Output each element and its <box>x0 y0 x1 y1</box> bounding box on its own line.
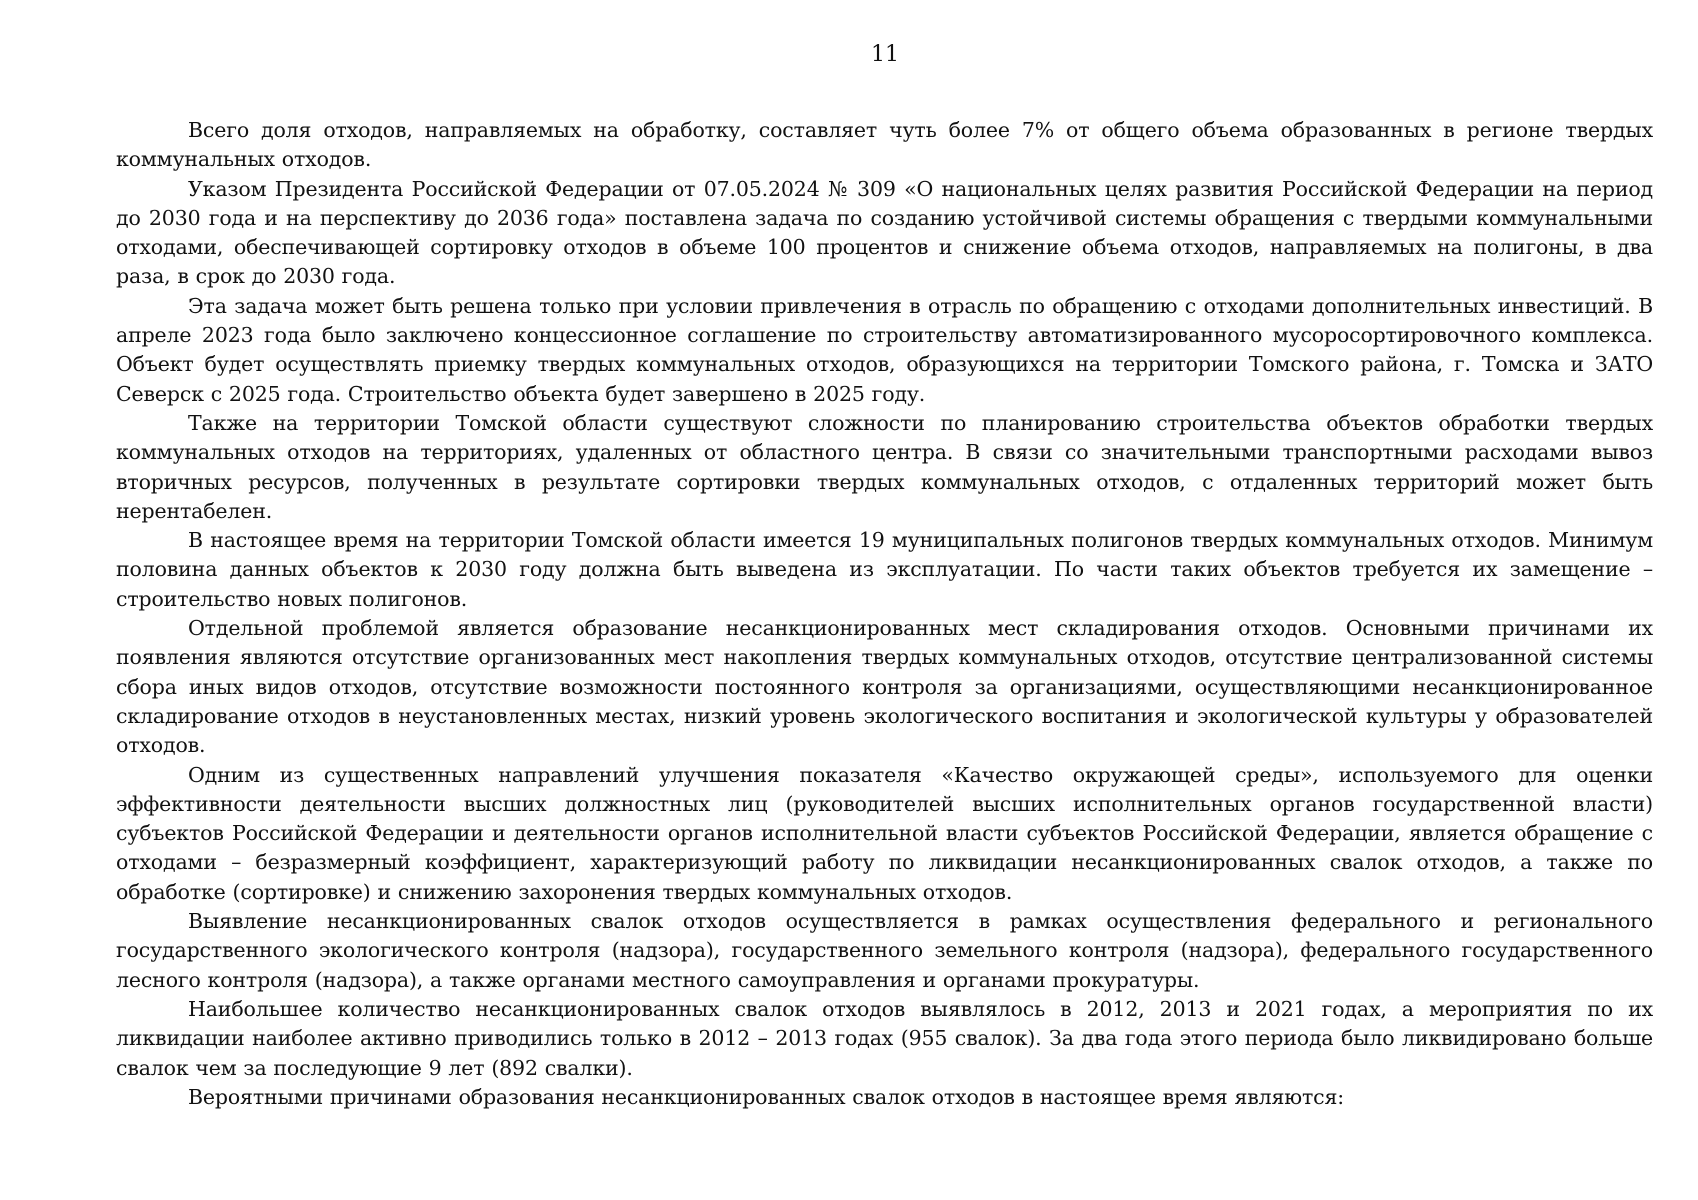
paragraph-remote-territories: Также на территории Томской области существуют сложности по планированию строительства объектов обработки твердых коммунальных отходов на территориях, удаленных от областного центра. В связи со значительными транспортными расходами вывоз вторичных ресурсов, полученных в результате сортировки твердых коммунальных отходов, с отдаленных территорий может быть нерентабелен. <box>116 410 1653 523</box>
document-body <box>116 116 1653 1112</box>
paragraph-waste-processing-share: Всего доля отходов, направляемых на обработку, составляет чуть более 7% от общего объема образованных в регионе твердых коммунальных отходов. <box>116 118 1653 172</box>
paragraph-investment-concession: Эта задача может быть решена только при условии привлечения в отрасль по обращению с отходами дополнительных инвестиций. В апреле 2023 года было заключено концессионное соглашение по строительству автоматизированного мусоросортировочного комплекса. Объект будет осуществлять приемку твердых коммунальных отходов, образующихся на территории Томского района, г. Томска и ЗАТО Северск с 2025 года. Строительство объекта будет завершено в 2025 году. <box>116 293 1653 406</box>
paragraph-municipal-landfills: В настоящее время на территории Томской области имеется 19 муниципальных полигонов твердых коммунальных отходов. Минимум половина данных объектов к 2030 году должна быть выведена из эксплуатации. По части таких объектов требуется их замещение – строительство новых полигонов. <box>116 528 1653 611</box>
paragraph-probable-causes: Вероятными причинами образования несанкционированных свалок отходов в настоящее время являются: <box>188 1084 1345 1109</box>
paragraph-presidential-decree: Указом Президента Российской Федерации от 07.05.2024 № 309 «О национальных целях развития Российской Федерации на период до 2030 года и на перспективу до 2036 года» поставлена задача по созданию устойчивой системы обращения с твердыми коммунальными отходами, обеспечивающей сортировку отходов в объеме 100 процентов и снижение объема отходов, направляемых на полигоны, в два раза, в срок до 2030 года. <box>116 176 1653 289</box>
paragraph-unauthorized-storage: Отдельной проблемой является образование несанкционированных мест складирования отходов. Основными причинами их появления являются отсутствие организованных мест накопления твердых коммунальных отходов, отсутствие централизованной системы сбора иных видов отходов, отсутствие возможности постоянного контроля за организациями, осуществляющими несанкционированное складирование отходов в неустановленных местах, низкий уровень экологического воспитания и экологической культуры у образователей отходов. <box>116 616 1653 758</box>
paragraph-environment-quality-indicator: Одним из существенных направлений улучшения показателя «Качество окружающей среды», используемого для оценки эффективности деятельности высших должностных лиц (руководителей высших исполнительных органов государственной власти) субъектов Российской Федерации и деятельности органов исполнительной власти субъектов Российской Федерации, является обращение с отходами – безразмерный коэффициент, характеризующий работу по ликвидации несанкционированных свалок отходов, а также по обработке (сортировке) и снижению захоронения твердых коммунальных отходов. <box>116 762 1653 904</box>
page-number: 11 <box>871 42 899 67</box>
paragraph-dump-detection: Выявление несанкционированных свалок отходов осуществляется в рамках осуществления федерального и регионального государственного экологического контроля (надзора), государственного земельного контроля (надзора), федерального государственного лесного контроля (надзора), а также органами местного самоуправления и органами прокуратуры. <box>116 909 1653 992</box>
paragraph-dump-statistics: Наибольшее количество несанкционированных свалок отходов выявлялось в 2012, 2013 и 2021 годах, а мероприятия по их ликвидации наиболее активно приводились только в 2012 – 2013 годах (955 свалок). За два года этого периода было ликвидировано больше свалок чем за последующие 9 лет (892 свалки). <box>116 996 1653 1080</box>
